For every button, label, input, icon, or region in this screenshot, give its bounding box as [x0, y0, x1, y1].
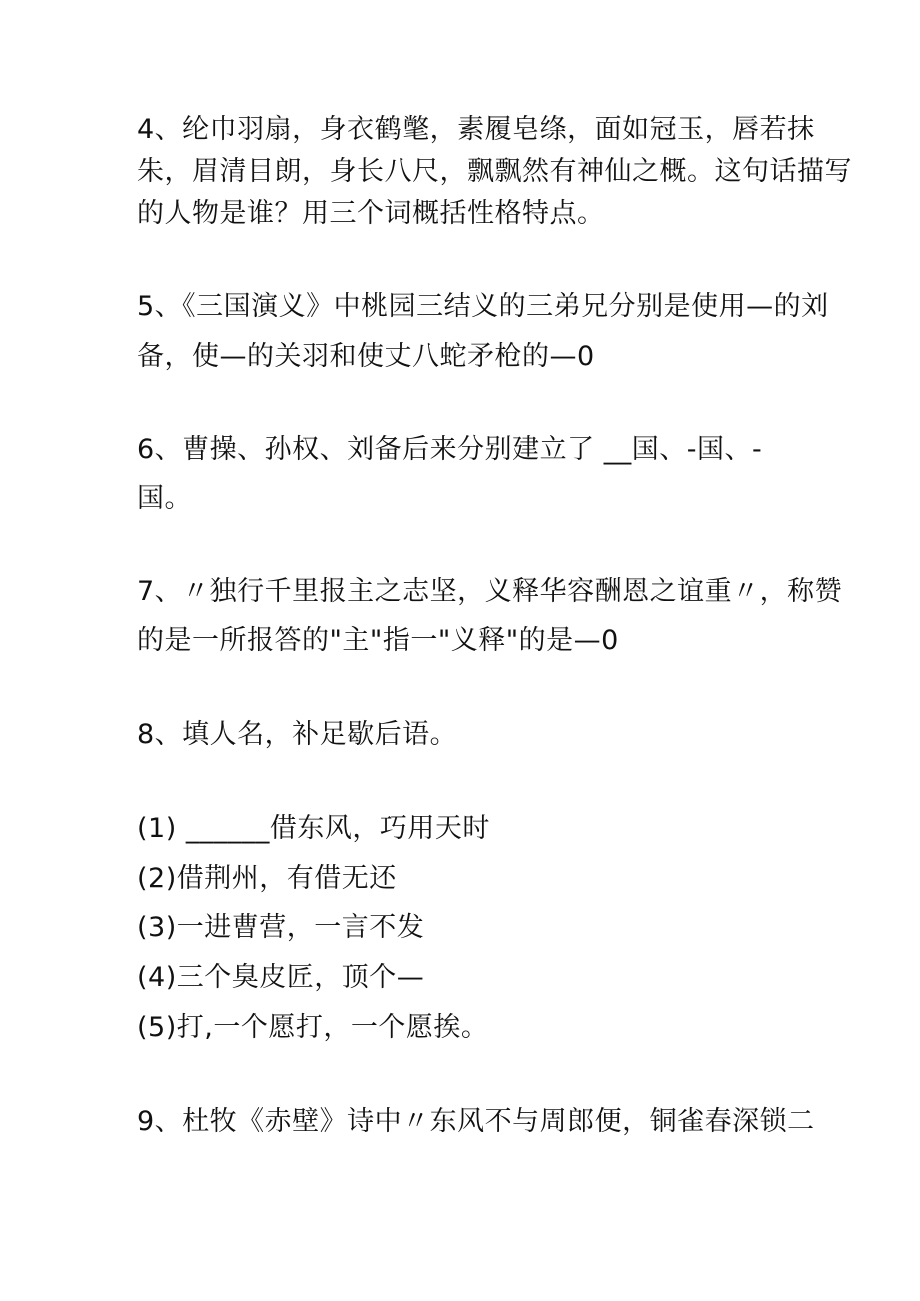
question-5-line-2: 备，使—的关羽和使丈八蛇矛枪的—0	[137, 341, 595, 372]
question-9-line-1: 9、杜牧《赤壁》诗中〃东风不与周郎便，铜雀春深锁二	[137, 1106, 815, 1137]
question-8-item-5: (5)打,一个愿打，一个愿挨。	[137, 1012, 489, 1043]
question-8-item-3: (3)一进曹营，一言不发	[137, 912, 425, 943]
question-8-item-4: (4)三个臭皮匠，顶个—	[137, 962, 425, 993]
question-4-line-1: 4、纶巾羽扇，身衣鹤氅，素履皂绦，面如冠玉，唇若抹	[137, 114, 815, 145]
question-4-line-2: 朱，眉清目朗，身长八尺，飘飘然有神仙之概。这句话描写	[137, 156, 852, 187]
question-4-line-3: 的人物是谁？用三个词概括性格特点。	[137, 198, 605, 229]
question-8-title: 8、填人名，补足歇后语。	[137, 719, 458, 750]
question-7-line-2: 的是一所报答的"主"指一"义释"的是—0	[137, 625, 619, 656]
question-7-line-1: 7、〃独行千里报主之志坚，义释华容酬恩之谊重〃，称赞	[137, 576, 843, 607]
question-5-line-1: 5、《三国演义》中桃园三结义的三弟兄分别是使用—的刘	[137, 291, 829, 322]
question-6-line-1: 6、曹操、孙权、刘备后来分别建立了 __国、-国、-	[137, 434, 763, 465]
question-8-item-2: (2)借荆州，有借无还	[137, 863, 397, 894]
question-8-item-1: (1) ______借东风，巧用天时	[137, 813, 490, 844]
question-6-line-2: 国。	[137, 483, 192, 514]
